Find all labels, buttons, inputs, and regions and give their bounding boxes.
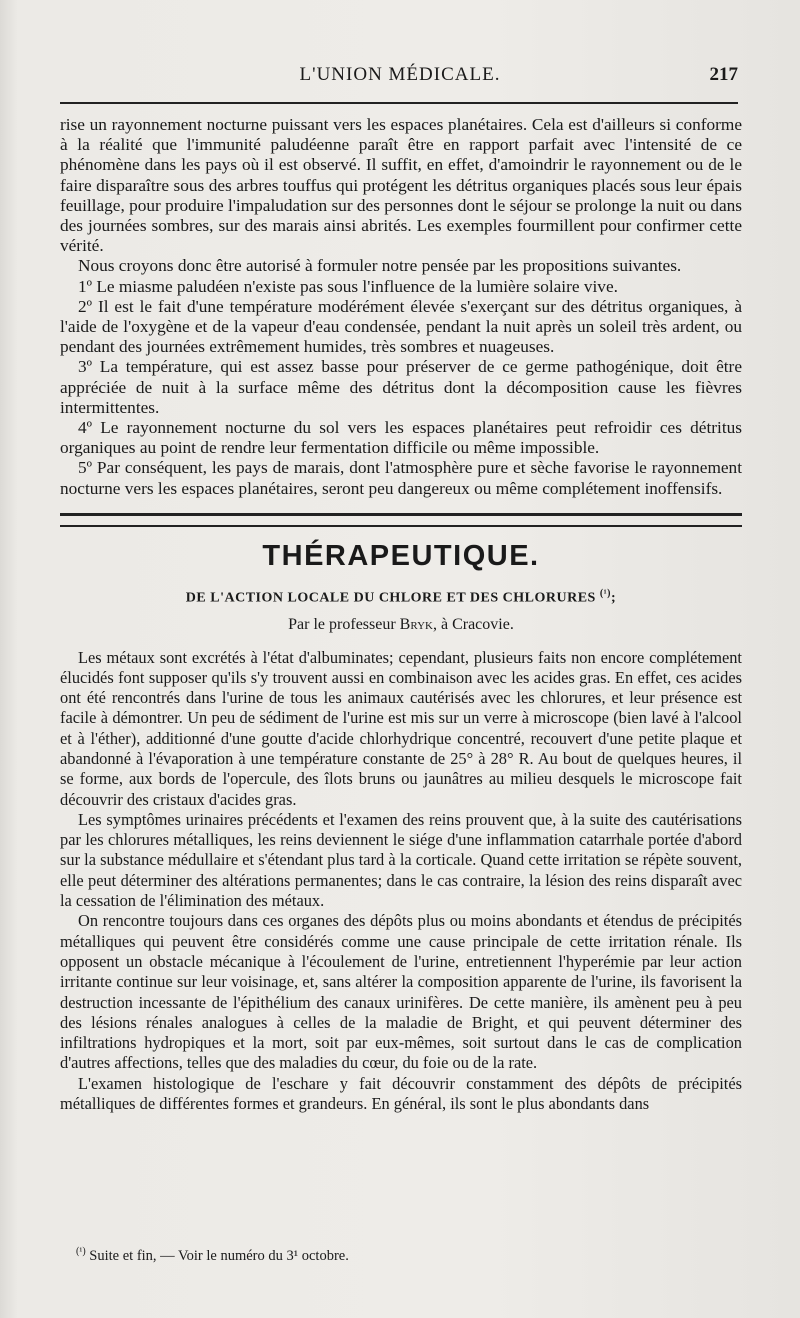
paragraph-continuation: rise un rayonnement nocturne puissant vers les espaces planétaires. Cela est d'ailleurs si conforme à la réalité que l'immunité paludéenne paraît être en rapport parfait avec l'intensité de ce phénomène dans les pays où il est observé. Il suffit, en effet, d'amoindrir le rayonnement ou de le faire disparaître sous des arbres touffus qui protégent les détritus organiques placés sous leur épais feuillage, pour produire l'impaludation sur des personnes dont le séjour se prolonge la nuit ou dans des journées sombres, sur des marais ainsi abrités. Les exemples fourmillent pour confirmer cette vérité. [60,115,742,256]
article-title-end: ; [611,590,617,606]
article-title-text: DE L'ACTION LOCALE DU CHLORE ET DES CHLORURES [185,590,596,606]
article-footnote-ref: (¹) [599,587,612,599]
article-title [60,583,742,610]
proposition-4: 4º Le rayonnement nocturne du sol vers les espaces planétaires peut refroidir ces détritus organiques au point de rendre leur fermentation difficile ou même impossible. [60,418,742,458]
footnote-marker: (¹) [76,1246,86,1257]
article-paragraph: On rencontre toujours dans ces organes des dépôts plus ou moins abondants et étendus de précipités métalliques qui peuvent être considérés comme une cause principale de cette irritation rénale. Ils opposent un obstacle mécanique à l'écoulement de l'urine, entretiennent l'hyperémie par leur action irritante continue sur leur voisinage, et, sans altérer la composition apparente de l'urine, ils favorisent la destruction incessante de l'épithélium des canaux urinifères. De cette manière, ils amènent peu à peu des lésions rénales analogues à celles de la maladie de Bright, et qui peuvent déterminer des infiltrations hydropiques et la mort, soit par eux-mêmes, soit surtout dans le cas de complication d'autres affections, telles que des maladies du cœur, du foie ou de la rate. [60,911,742,1073]
proposition-1: 1º Le miasme paludéen n'existe pas sous l'influence de la lumière solaire vive. [78,276,618,296]
header-rule [60,102,738,104]
byline-author: Bryk [399,615,433,633]
article-paragraph: L'examen histologique de l'eschare y fait découvrir constamment des dépôts de précipités métalliques de différentes formes et grandeurs. En général, ils sont le plus abondants dans [60,1073,742,1114]
footnote [76,1246,349,1265]
footnote-text: Suite et fin, — Voir le numéro du 3¹ octobre. [89,1247,349,1264]
section-title: THÉRAPEUTIQUE. [262,539,540,572]
page-header [60,64,740,94]
byline-prefix: Par le professeur [288,615,396,633]
paragraph-propositions-intro: Nous croyons donc être autorisé à formuler notre pensée par les propositions suivantes. [78,256,682,276]
page-number: 217 [709,64,738,85]
article-body [60,648,742,1115]
article-paragraph: Les métaux sont excrétés à l'état d'albuminates; cependant, plusieurs faits non encore complétement élucidés font supposer qu'ils s'y trouvent aussi en combinaison avec les acides gras. En effet, ces acides ont été rencontrés dans l'urine de tous les animaux cautérisés avec les chlorures, et leur présence est facile à démontrer. Un peu de sédiment de l'urine est mis sur un verre à microscope (bien lavé à l'alcool et à l'éther), additionné d'une goutte d'acide chlorhydrique concentré, recouvert d'une petite plaque et abandonné à l'évaporation à une température constante de 25° à 28° R. Au bout de quelques heures, il se forme, aux bords de l'opercule, des îlots bruns ou jaunâtres au milieu desquels le microscope fait découvrir des cristaux d'acides gras. [60,647,742,809]
proposition-3: 3º La température, qui est assez basse pour préserver de ce germe pathogénique, doit être appréciée de nuit à la surface même des détritus dont la décomposition cause les fièvres intermittentes. [60,357,742,417]
page-body [60,115,742,1114]
proposition-5: 5º Par conséquent, les pays de marais, dont l'atmosphère pure et sèche favorise le rayonnement nocturne vers les espaces planétaires, seront peu dangereux ou même complétement inoffensifs. [60,458,742,498]
section-divider [60,513,742,527]
running-title: L'UNION MÉDICALE. [299,64,501,85]
article-paragraph: Les symptômes urinaires précédents et l'examen des reins prouvent que, à la suite des cautérisations par les chlorures métalliques, les reins deviennent le siége d'une inflammation catarrhale portée d'abord sur la substance médullaire et s'étendant plus tard à la corticale. Quand cette irritation se répète souvent, elle peut déterminer des altérations permanentes; dans le cas contraire, la lésion des reins disparaît avec la cessation de l'élimination des métaux. [60,809,742,911]
proposition-2: 2º Il est le fait d'une température modérément élevée s'exerçant sur des détritus organiques, à l'aide de l'oxygène et de la vapeur d'eau condensée, pendant la nuit après un soleil très ardent, ou pendant des journées extrêmement humides, très sombres et nuageuses. [60,296,742,357]
byline [60,614,742,636]
byline-suffix: , à Cracovie. [432,615,514,633]
